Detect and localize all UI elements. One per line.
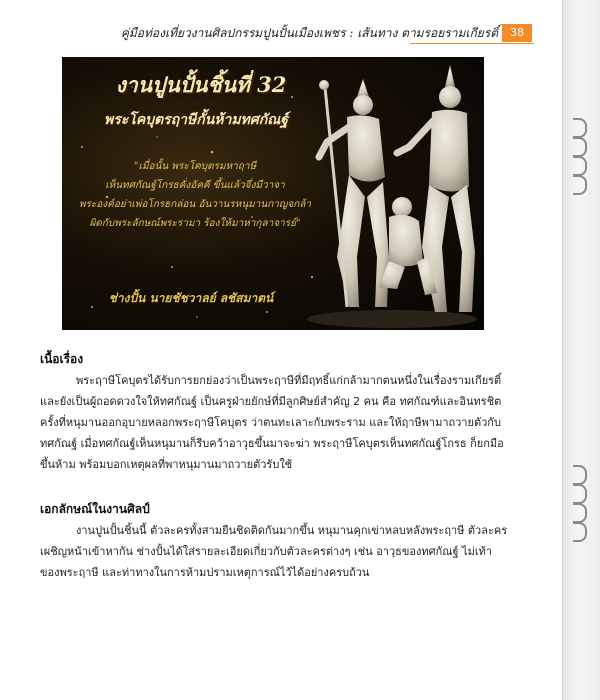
page-number-badge: 38 bbox=[502, 24, 532, 42]
verse-line: เห็นทศกัณฐ์โกรธคั่งอัคคี ขึ้นแล้วจึ่งมีวาจา bbox=[105, 180, 285, 191]
section-heading-art: เอกลักษณ์ในงานศิลป์ bbox=[40, 502, 150, 516]
poster-verse bbox=[70, 157, 320, 233]
binder-ring bbox=[573, 156, 587, 176]
verse-line: พระองค์อย่าเพ่อโกรธกล่อน อันวานรหนุมานกาญจกล้า bbox=[78, 199, 312, 210]
section-heading-story: เนื้อเรื่อง bbox=[40, 352, 84, 366]
section-body-story: พระฤาษีโคบุตรได้รับการยกย่องว่าเป็นพระฤาษีที่มีฤทธิ์แก่กล้ามากตนหนึ่งในเรื่องรามเกียรติ์ และยังเป็นผู้ถอดดวงใจให้ทศกัณฐ์ เป็นครูฝ่ายยักษ์ที่มีลูกศิษย์สำคัญ 2 คน คือ ทศกัณฑ์และอินทรชิต ครั้งที่หนุมานออกอุบายหลอกพระฤาษีโคบุตร ว่าตนทะเลาะกับพระราม และให้ฤาษีพามาถวายตัวกับทศกัณฐ์ เมื่อทศกัณฐ์เห็นหนุมานก็รีบคว้าอาวุธขึ้นมาจะฆ่า พระฤาษีโคบุตรเห็นทศกัณฐ์โกรธ ก็ยกมือขึ้นห้าม พร้อมบอกเหตุผลที่พาหนุมานมาถวายตัวรับใช้ bbox=[40, 374, 504, 471]
binder-ring bbox=[573, 522, 587, 542]
binder-ring bbox=[573, 118, 587, 138]
verse-line: ผิดกับพระลักษณ์พระรามา ร้องให้มาหากุลาจารย์" bbox=[89, 218, 301, 229]
poster-title: งานปูนปั้นชิ้นที่ 32 bbox=[115, 72, 287, 97]
notebook-spine bbox=[562, 0, 600, 700]
running-header: คู่มือท่องเที่ยวงานศิลปกรรมปูนปั้นเมืองเพชร : เส้นทาง ตามรอยรามเกียรติ์ bbox=[120, 26, 498, 40]
poster-subtitle: พระโคบุตรฤาษีกั้นห้ามทศกัณฐ์ bbox=[104, 112, 288, 128]
section-body-art: งานปูนปั้นชิ้นนี้ ตัวละครทั้งสามยืนชิดติดกันมากขึ้น หนุมานคุกเข่าหลบหลังพระฤาษี ตัวละครเผชิญหน้าเข้าหากัน ช่างปั้นได้ใส่รายละเอียดเกี่ยวกับตัวละครต่างๆ เช่น อาวุธของทศกัณฐ์ ไม่เท้าของพระฤาษี และท่าทางในการห้ามปรามเหตุการณ์ไว้ได้อย่างครบถ้วน bbox=[40, 524, 508, 579]
artwork-poster bbox=[62, 57, 484, 330]
binder-ring bbox=[573, 465, 587, 485]
poster-artist-credit: ช่างปั้น นายชัชวาลย์ ลชัสมาตน์ bbox=[108, 291, 274, 305]
binder-ring bbox=[573, 175, 587, 195]
stucco-sculpture-image bbox=[297, 57, 484, 330]
binder-ring bbox=[573, 484, 587, 504]
header-rule bbox=[410, 43, 534, 44]
binder-ring bbox=[573, 503, 587, 523]
verse-line: "เมื่อนั้น พระโคบุตรมหาฤาษี bbox=[133, 161, 257, 172]
binder-ring bbox=[573, 137, 587, 157]
